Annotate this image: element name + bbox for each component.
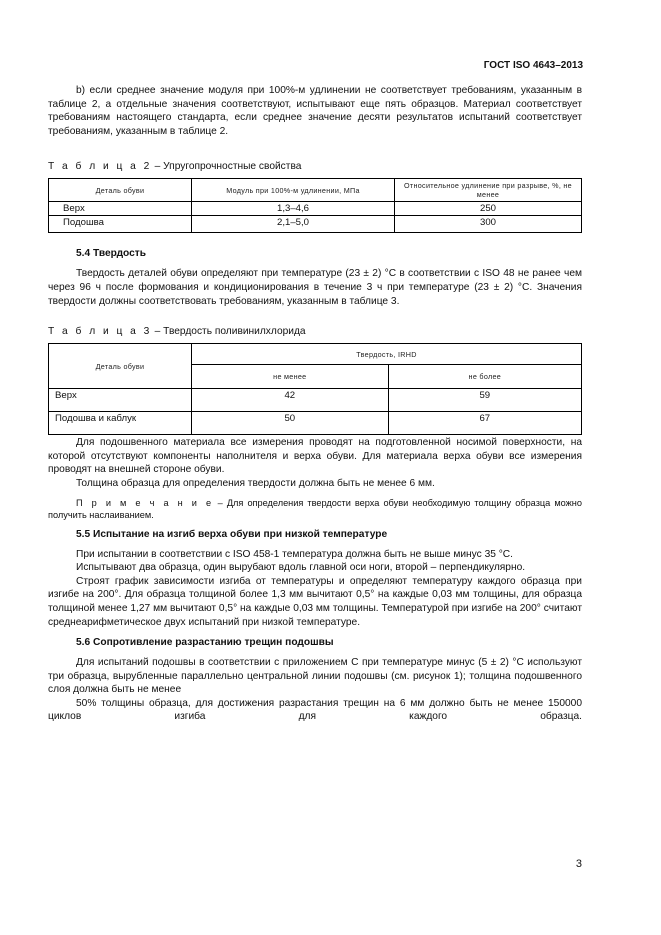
table-row [49,202,582,216]
page-number: 3 [575,858,582,870]
table2-caption: Т а б л и ц а 2 – Упругопрочностные свойства [48,161,302,173]
table-pvc-hardness [48,343,582,435]
sample-thickness-text: Толщина образца для определения твердости должна быть не менее 6 мм. [76,477,435,489]
table-cell: 1,3–4,6 [192,202,395,216]
table-header-row [49,179,582,202]
table-row [49,412,582,435]
table-header-cell: Относительное удлинение при разрыве, %, не менее [395,179,582,202]
table-header-cell: не более [388,365,581,389]
table-cell: Верх [49,202,192,216]
section-5-5-p2: Испытывают два образца, один вырубают вдоль главной оси ноги, второй – перпендикулярно. [76,562,526,574]
section-5-6-p2: 50% толщины образца, для достижения разрастания трещин на 6 мм должно быть не менее 150000 циклов изгиба для каждого образца. [48,697,582,723]
note: П р и м е ч а н и е – Для определения твердости верха обуви необходимую толщину образца можно получить наслаиванием. [48,497,582,520]
table-cell: Подошва [49,216,192,233]
document-header: ГОСТ ISO 4643–2013 [483,60,583,71]
section-5-6-heading: 5.6 Сопротивление разрастанию трещин подошвы [76,637,334,649]
table-header-cell: Твердость, IRHD [192,344,582,365]
document-body [48,84,582,724]
section-5-5-p1: При испытании в соответствии с ISO 458-1 температура должна быть не выше минус 35 °С. [76,548,513,560]
section-5-4-heading: 5.4 Твердость [76,248,147,260]
hardness-measurement-text: Для подошвенного материала все измерения проводят на подготовленной носимой поверхности, на которой отсутствуют компоненты наполнителя и верха обуви. Для материала верха обуви все измерения проводят на внешней стороне обуви. [48,437,582,476]
table-cell: 50 [192,412,389,435]
table-cell: 300 [395,216,582,233]
table-row [49,389,582,412]
section-5-6-p1: Для испытаний подошвы в соответствии с приложением С при температуре минус (5 ± 2) °С используют три образца, вырубленные параллельно центральной линии подошвы (см. рисунок 1); толщина подошвенного слоя должна быть не менее [48,657,582,696]
section-5-5-p3: Строят график зависимости изгиба от температуры и определяют температуру каждого образца при изгибе на 200°. Для образца толщиной более 1,3 мм вычитают 0,5° на каждые 0,03 мм толщины, для образца толщиной менее 1,27 мм вычитают 0,5° на каждые 0,03 мм толщины. Температурой при изгибе на 200° считают среднеарифметическое двух испытаний при низкой температуре. [48,575,582,628]
table-cell: 67 [388,412,581,435]
table-cell: Подошва и каблук [49,412,192,435]
table-header-cell: Деталь обуви [49,179,192,202]
table-header-cell: Деталь обуви [49,344,192,389]
table-row [49,216,582,233]
table-cell: 59 [388,389,581,412]
table-header-cell: не менее [192,365,389,389]
table3-caption: Т а б л и ц а 3 – Твердость поливинилхлорида [48,326,306,338]
table-header-cell: Модуль при 100%-м удлинении, МПа [192,179,395,202]
table-cell: 2,1–5,0 [192,216,395,233]
table-cell: Верх [49,389,192,412]
table-cell: 250 [395,202,582,216]
table-header-row [49,344,582,365]
paragraph-b: b) если среднее значение модуля при 100%-м удлинении не соответствует требованиям, указанным в таблице 2, а отдельные значения соответствуют, испытывают еще пять образцов. Материал соответствует требованиям настоящего стандарта, если среднее значение десяти результатов испытаний соответствует требованиям, указанным в таблице 2. [48,85,582,137]
section-5-5-heading: 5.5 Испытание на изгиб верха обуви при низкой температуре [76,528,388,540]
section-5-4-text: Твердость деталей обуви определяют при температуре (23 ± 2) °С в соответствии с ISO 48 не ранее чем через 96 ч после формования и кондиционирования в течение 3 ч при температуре (23 ± 2) °С. Значения твердости должны соответствовать требованиям, указанным в таблице 3. [48,268,582,307]
table-cell: 42 [192,389,389,412]
table-elastic-properties [48,178,582,233]
